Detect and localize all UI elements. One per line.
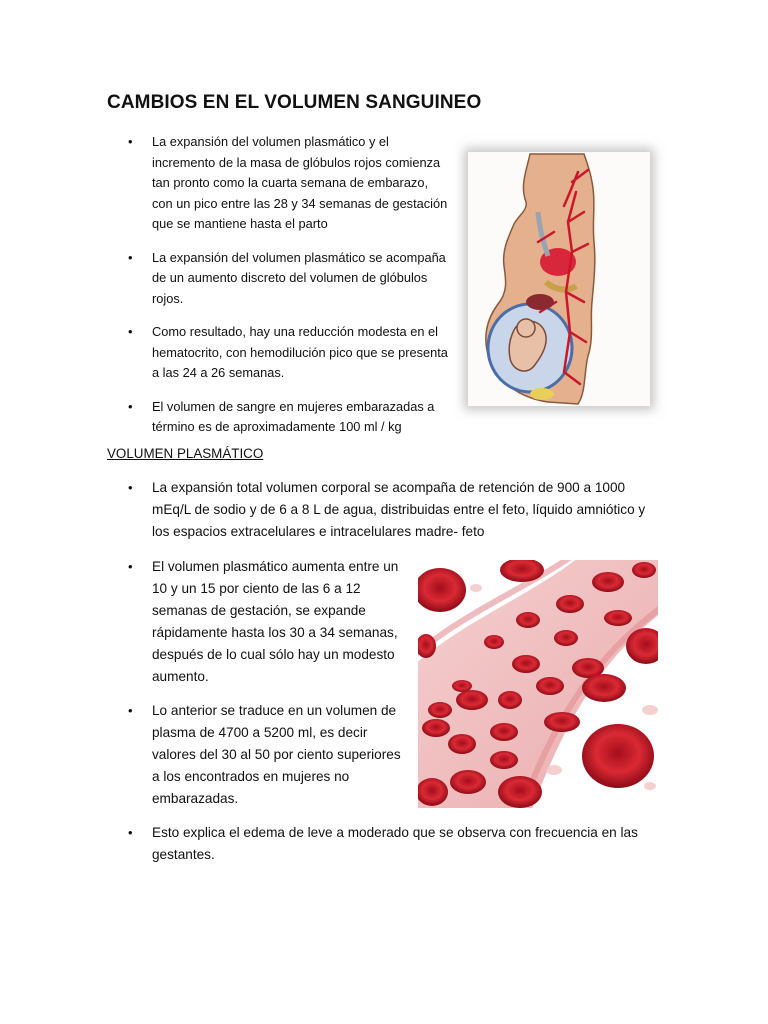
bullet-list-plasma-volume xyxy=(128,477,658,543)
pregnant-circulation-illustration xyxy=(468,152,650,406)
red-blood-cells-icon xyxy=(418,560,658,808)
section-heading-plasma-volume: VOLUMEN PLASMÁTICO xyxy=(107,446,264,461)
bullet-dot: • xyxy=(128,559,133,574)
bullet-dot: • xyxy=(128,825,133,840)
bullet-dot: • xyxy=(128,134,133,149)
bullet-list-blood-volume xyxy=(128,132,450,451)
bullet-dot: • xyxy=(128,480,133,495)
bullet-list-edema xyxy=(128,822,648,866)
list-item xyxy=(128,132,450,235)
list-item xyxy=(128,248,450,310)
list-item-text: Lo anterior se traduce en un volumen de plasma de 4700 a 5200 ml, es decir valores del 30 al 50 por ciento superiores a los encontrados en mujeres no embarazadas. xyxy=(152,703,401,806)
list-item-text: La expansión total volumen corporal se acompaña de retención de 900 a 1000 mEq/L de sodio y de 6 a 8 L de agua, distribuidas entre el feto, líquido amniótico y los espacios extracelulares e intracelulares madre- feto xyxy=(152,480,646,539)
list-item-text: Esto explica el edema de leve a moderado que se observa con frecuencia en las gestantes. xyxy=(152,825,638,862)
red-blood-cells-illustration xyxy=(418,560,658,808)
list-item-text: El volumen de sangre en mujeres embarazadas a término es de aproximadamente 100 ml / kg xyxy=(152,398,435,434)
list-item xyxy=(128,822,648,866)
list-item-text: El volumen plasmático aumenta entre un 10 y un 15 por ciento de las 6 a 12 semanas de gestación, se expande rápidamente hasta los 30 a 34 semanas, después de lo cual sólo hay un modesto aumento. xyxy=(152,559,399,684)
list-item xyxy=(128,556,410,688)
list-item-text: Como resultado, hay una reducción modesta en el hematocrito, con hemodilución pico que se presenta a las 24 a 26 semanas. xyxy=(152,324,448,380)
bullet-dot: • xyxy=(128,703,133,718)
bullet-dot: • xyxy=(128,249,133,265)
bullet-dot: • xyxy=(128,324,133,339)
pregnant-circulation-icon xyxy=(468,152,650,406)
bullet-list-plasma-volume-details xyxy=(128,556,410,822)
list-item xyxy=(128,477,658,543)
page-title: CAMBIOS EN EL VOLUMEN SANGUINEO xyxy=(107,92,482,113)
list-item xyxy=(128,397,450,438)
list-item-text: La expansión del volumen plasmático y el incremento de la masa de glóbulos rojos comienza tan pronto como la cuarta semana de embarazo, con un pico entre las 28 y 34 semanas de gestación que se mantiene hasta el parto xyxy=(152,134,448,231)
bullet-dot: • xyxy=(128,398,133,414)
list-item xyxy=(128,700,410,810)
list-item-text: La expansión del volumen plasmático se acompaña de un aumento discreto del volumen de glóbulos rojos. xyxy=(152,249,446,306)
list-item xyxy=(128,322,450,384)
